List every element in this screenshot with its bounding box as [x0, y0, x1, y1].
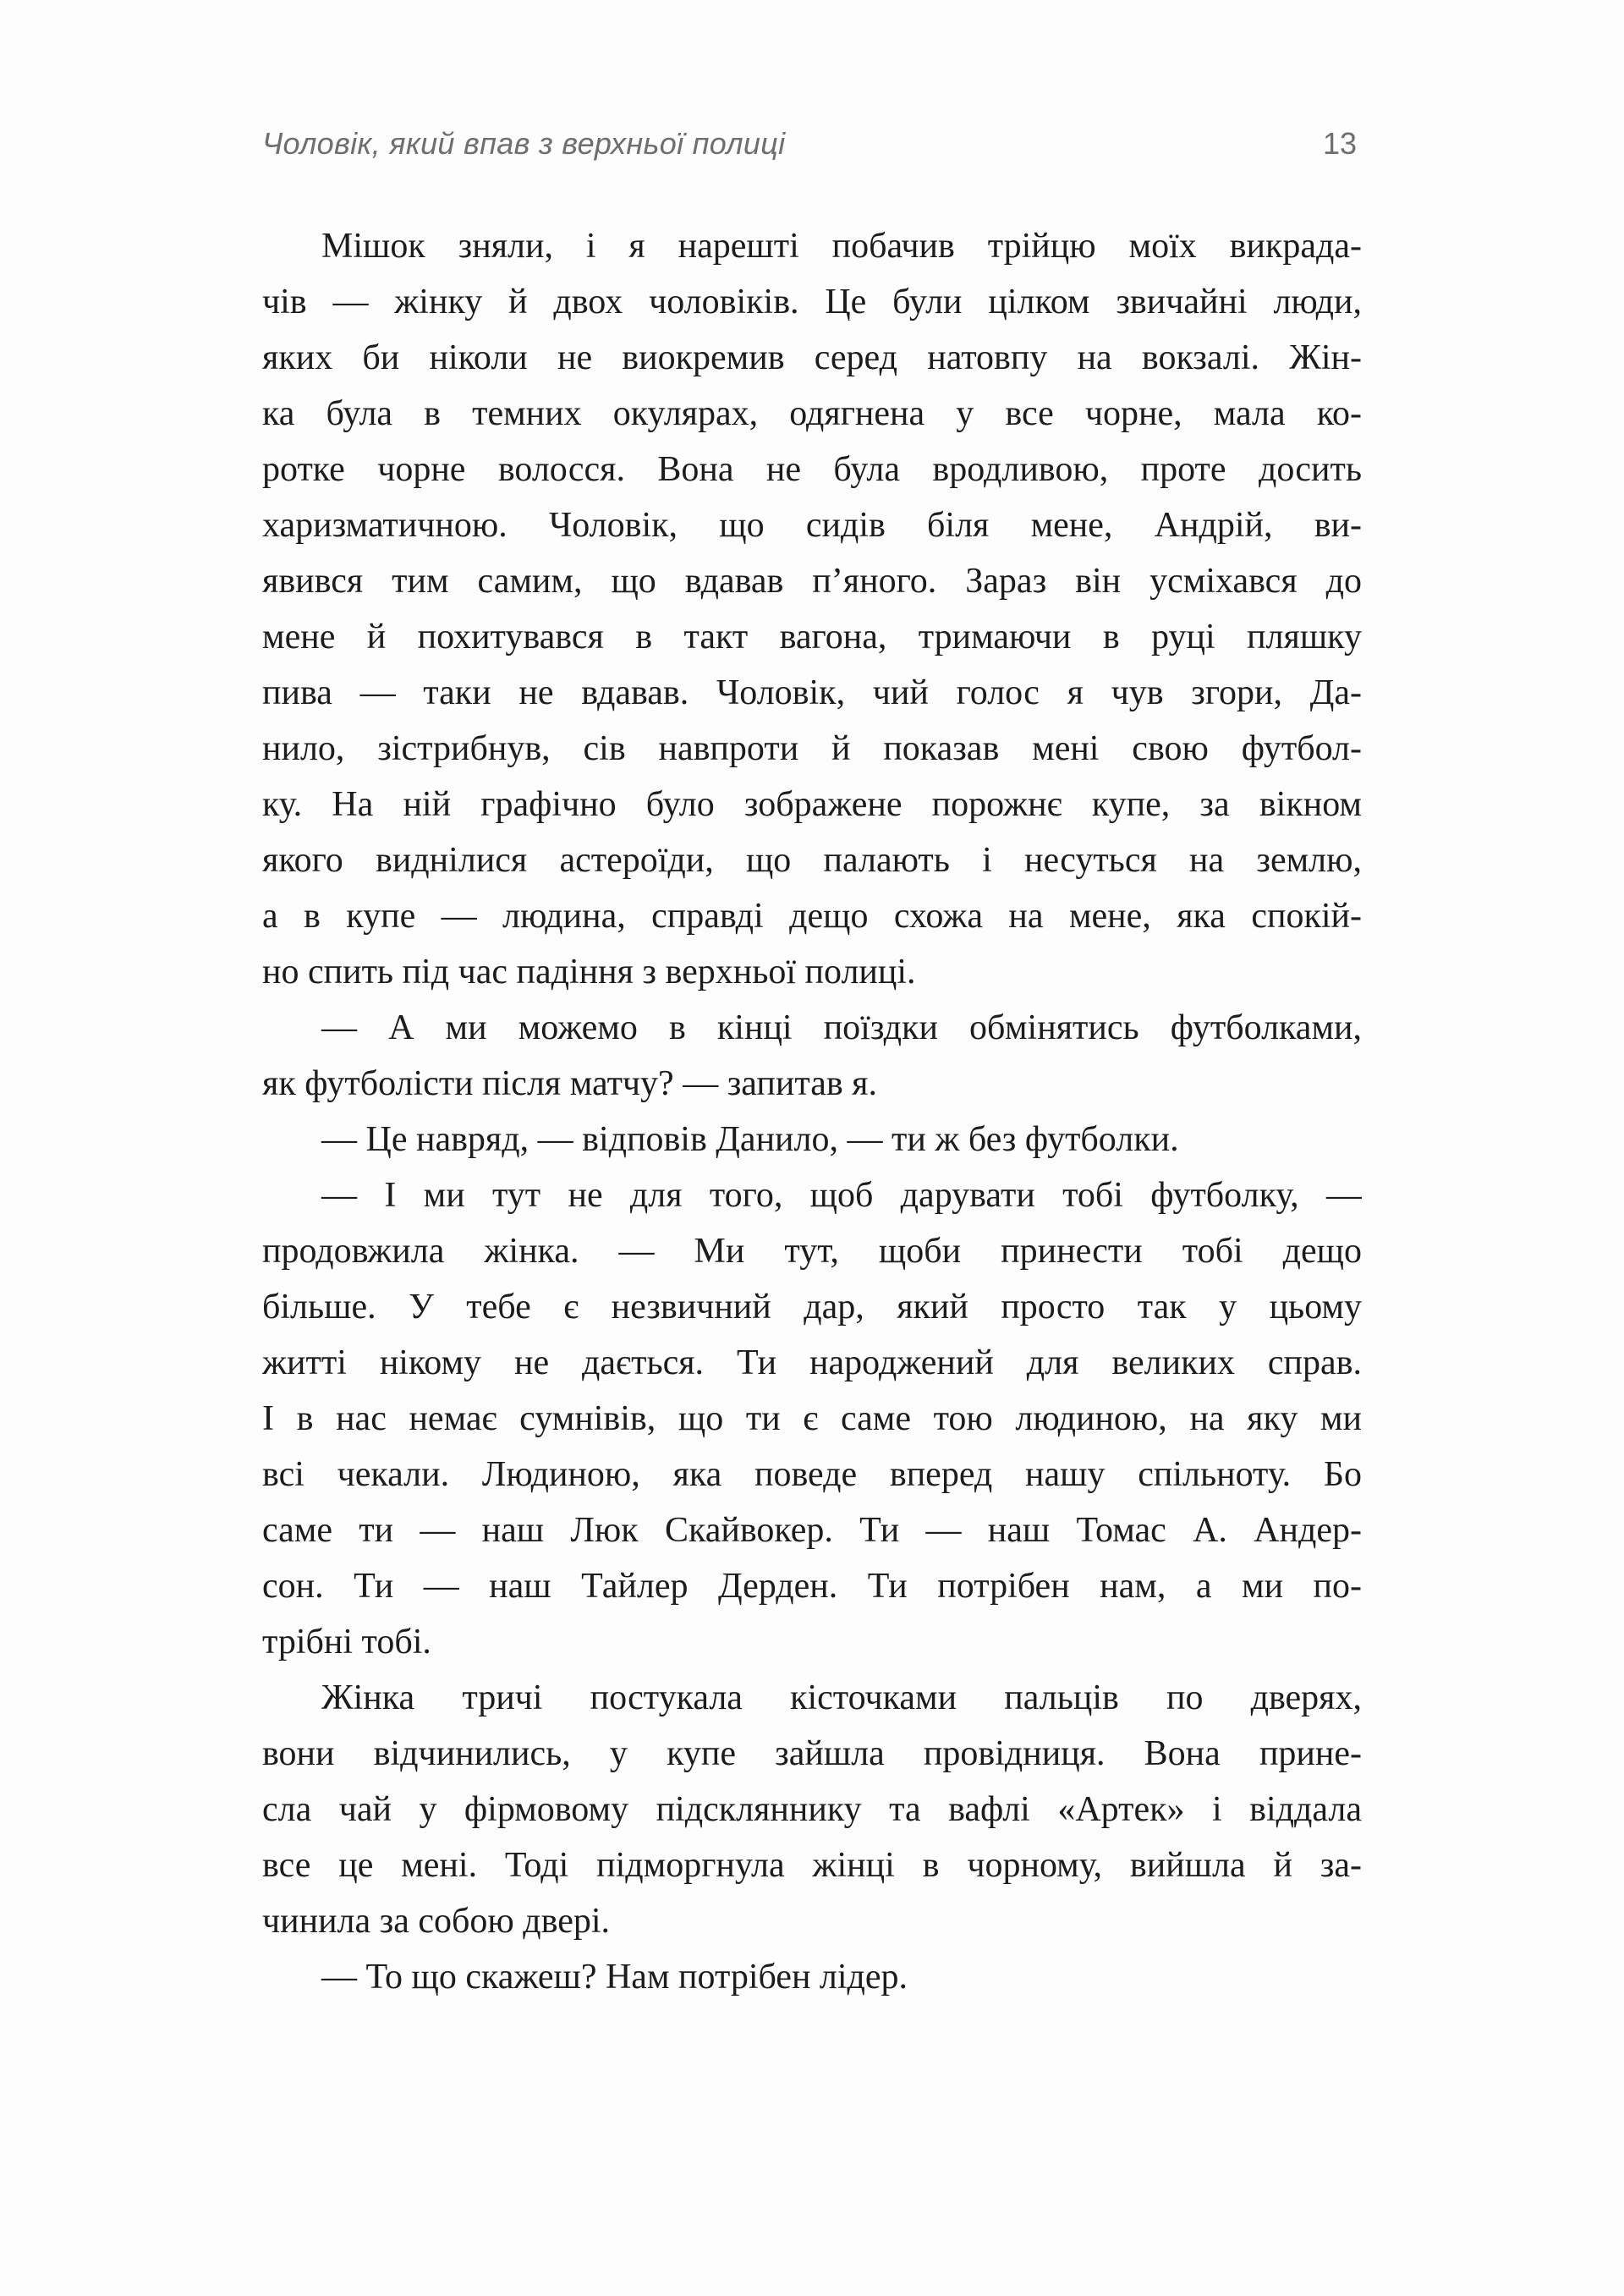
text-line: но спить під час падіння з верхньої полиці. — [262, 953, 916, 991]
body-text — [262, 218, 1362, 2005]
text-line: а в купе — людина, справді дещо схожа на мене, яка спокій- — [262, 897, 1362, 936]
text-line: вони відчинились, у купе зайшла провідниця. Вона прине- — [262, 1734, 1362, 1773]
text-line: всі чекали. Людиною, яка поведе вперед нашу спільноту. Бо — [262, 1455, 1362, 1494]
text-line: пива — таки не вдавав. Чоловік, чий голос я чув згори, Да- — [262, 673, 1362, 712]
page-number: 13 — [1322, 126, 1357, 161]
text-line: — То що скажеш? Нам потрібен лідер. — [321, 1958, 908, 1997]
text-line: як футболісти після матчу? — запитав я. — [262, 1064, 877, 1103]
text-line: трібні тобі. — [262, 1623, 431, 1662]
text-line: мене й похитувався в такт вагона, тримаючи в руці пляшку — [262, 618, 1362, 656]
text-line: ротке чорне волосся. Вона не була вродливою, проте досить — [262, 450, 1362, 489]
text-line: все це мені. Тоді підморгнула жінці в чорному, вийшла й за- — [262, 1846, 1362, 1885]
text-line: нило, зістрибнув, сів навпроти й показав мені свою футбол- — [262, 729, 1362, 768]
page-header — [262, 125, 1357, 162]
text-line: — Це навряд, — відповів Данило, — ти ж без футболки. — [321, 1120, 1179, 1159]
text-line: саме ти — наш Люк Скайвокер. Ти — наш Томас А. Андер- — [262, 1511, 1362, 1550]
running-title: Чоловік, який впав з верхньої полиці — [262, 126, 786, 161]
text-line: харизматичною. Чоловік, що сидів біля мене, Андрій, ви- — [262, 506, 1362, 545]
text-line: ка була в темних окулярах, одягнена у все чорне, мала ко- — [262, 394, 1362, 433]
text-line: явився тим самим, що вдавав п’яного. Зараз він усміхався до — [262, 562, 1362, 601]
text-line: житті нікому не дається. Ти народжений для великих справ. — [262, 1343, 1362, 1382]
text-line: Мішок зняли, і я нарешті побачив трійцю моїх викрада- — [321, 227, 1362, 266]
text-line: сон. Ти — наш Тайлер Дерден. Ти потрібен нам, а ми по- — [262, 1567, 1362, 1606]
text-line: ку. На ній графічно було зображене порожнє купе, за вікном — [262, 785, 1362, 824]
text-line: яких би ніколи не виокремив серед натовпу на вокзалі. Жін- — [262, 338, 1362, 377]
text-line: сла чай у фірмовому підскляннику та вафлі «Артек» і віддала — [262, 1790, 1362, 1829]
text-line: — І ми тут не для того, щоб дарувати тобі футболку, — — [321, 1176, 1362, 1215]
text-line: Жінка тричі постукала кісточками пальців по дверях, — [321, 1678, 1362, 1717]
text-line: якого виднілися астероїди, що палають і несуться на землю, — [262, 841, 1362, 880]
text-line: продовжила жінка. — Ми тут, щоби принести тобі дещо — [262, 1232, 1362, 1271]
text-line: — А ми можемо в кінці поїздки обмінятись футболками, — [321, 1008, 1362, 1047]
text-line: чів — жінку й двох чоловіків. Це були цілком звичайні люди, — [262, 283, 1362, 321]
text-line: більше. У тебе є незвичний дар, який просто так у цьому — [262, 1288, 1362, 1327]
text-line: чинила за собою двері. — [262, 1902, 611, 1941]
text-line: І в нас немає сумнівів, що ти є саме тою людиною, на яку ми — [262, 1399, 1362, 1438]
